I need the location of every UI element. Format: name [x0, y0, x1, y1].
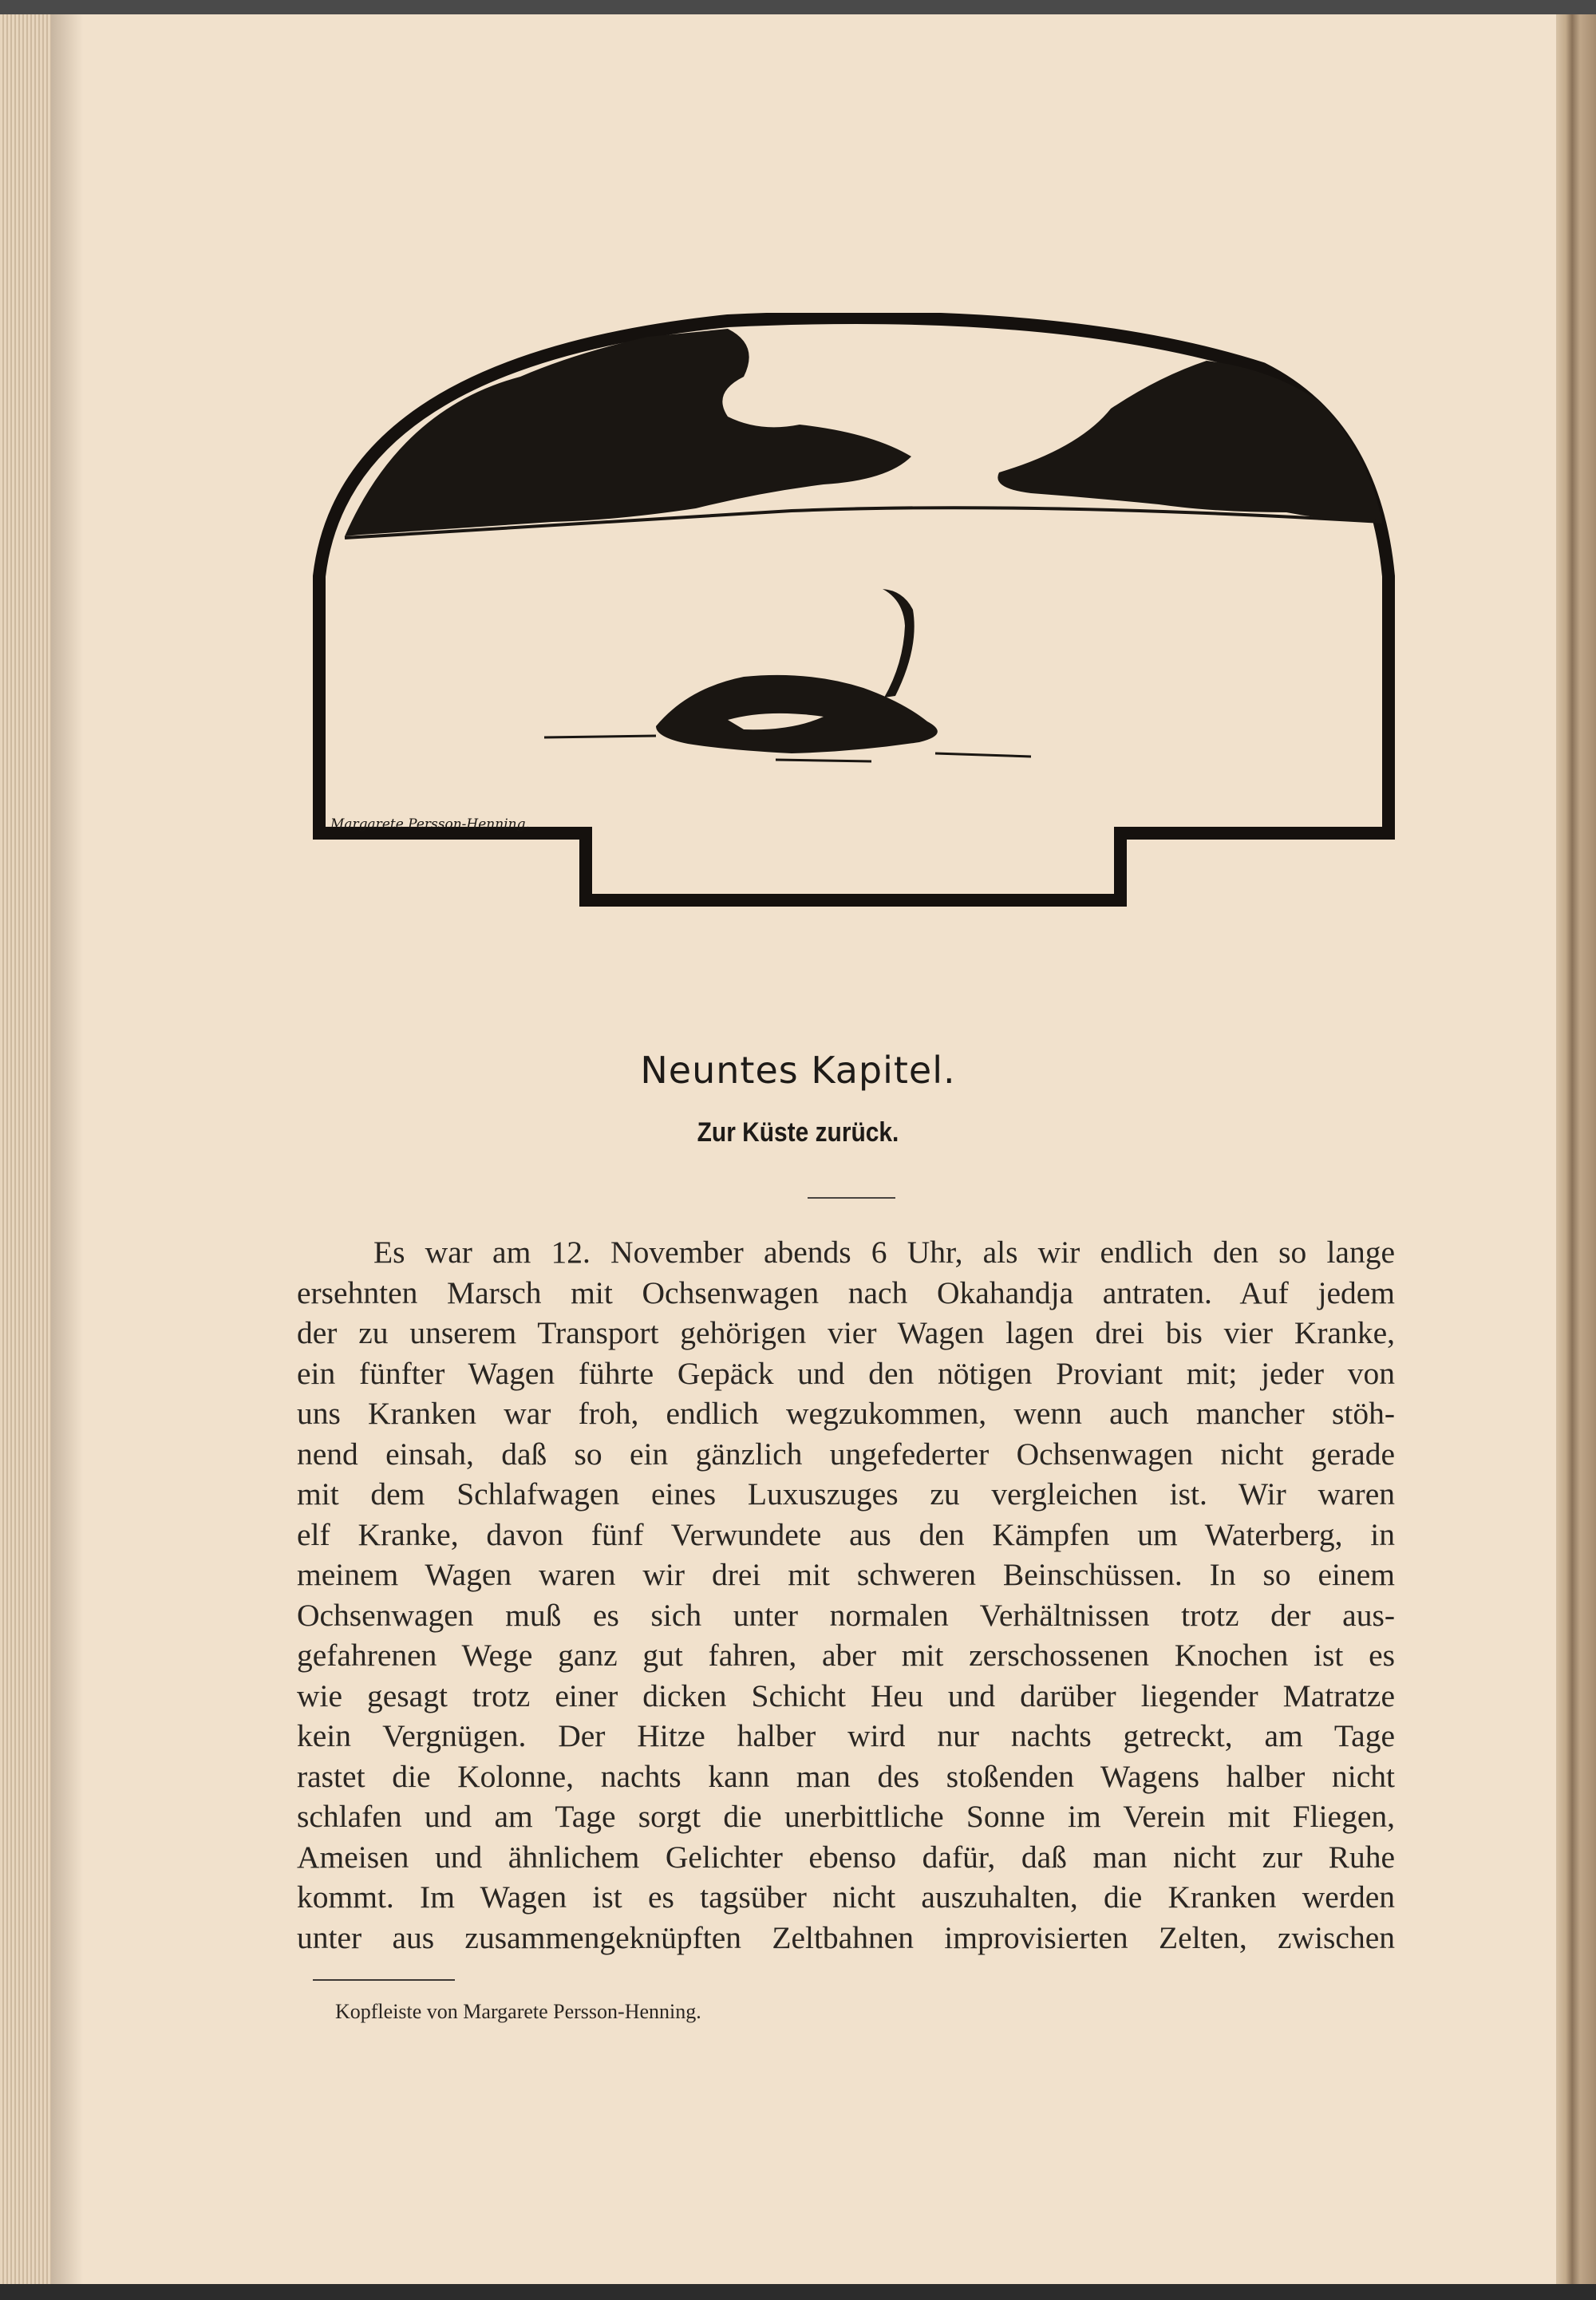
- body-line: wie gesagt trotz einer dicken Schicht Heu und darüber liegender Matratze: [297, 1678, 1395, 1713]
- body-line: mit dem Schlafwagen eines Luxuszuges zu vergleichen ist. Wir waren: [297, 1476, 1395, 1512]
- body-line: Es war am 12. November abends 6 Uhr, als wir endlich den so lange: [373, 1235, 1395, 1270]
- body-line: rastet die Kolonne, nachts kann man des stoßenden Wagens halber nicht: [297, 1758, 1395, 1794]
- body-line: kein Vergnügen. Der Hitze halber wird nur nachts getreckt, am Tage: [297, 1718, 1395, 1753]
- gutter-shadow: [51, 14, 83, 2284]
- chapter-subtitle: Zur Küste zurück.: [697, 1117, 899, 1148]
- body-line: nend einsah, daß so ein gänzlich ungefederter Ochsenwagen nicht gerade: [297, 1436, 1395, 1472]
- horn-figure: [883, 589, 915, 698]
- body-line: Ochsenwagen muß es sich unter normalen Verhältnissen trotz der aus-: [297, 1597, 1395, 1633]
- tree-silhouette-left: [345, 329, 911, 536]
- body-line: gefahrenen Wege ganz gut fahren, aber mit zerschossenen Knochen ist es: [297, 1638, 1395, 1673]
- body-line: Ameisen und ähnlichem Gelichter ebenso dafür, daß man nicht zur Ruhe: [297, 1839, 1395, 1875]
- title-divider: [808, 1197, 895, 1199]
- body-line: elf Kranke, davon fünf Verwundete aus den Kämpfen um Waterberg, in: [297, 1516, 1395, 1552]
- page-stack-edge: [0, 14, 51, 2284]
- body-line: unter aus zusammengeknüpften Zeltbahnen improvisierten Zelten, zwischen: [297, 1919, 1395, 1955]
- tree-silhouette-right: [998, 361, 1382, 520]
- body-line: ein fünfter Wagen führte Gepäck und den nötigen Proviant mit; jeder von: [297, 1355, 1395, 1391]
- body-line: meinem Wagen waren wir drei mit schweren Beinschüssen. In so einem: [297, 1557, 1395, 1592]
- footnote: Kopfleiste von Margarete Persson-Henning.: [335, 2000, 701, 2023]
- binding-edge: [1556, 14, 1596, 2284]
- body-line: ersehnten Marsch mit Ochsenwagen nach Okahandja antraten. Auf jedem: [297, 1274, 1395, 1310]
- page-bottom-edge: [0, 2284, 1596, 2300]
- body-text: [297, 1232, 1395, 1958]
- body-line: kommt. Im Wagen ist es tagsüber nicht auszuhalten, die Kranken werden: [297, 1879, 1395, 1915]
- page-top-edge: [0, 0, 1596, 14]
- chapter-title: Neuntes Kapitel.: [640, 1049, 956, 1092]
- chapter-headpiece-illustration: [313, 313, 1396, 910]
- footnote-divider: [313, 1979, 455, 1981]
- headpiece-svg: [313, 313, 1396, 910]
- body-line: uns Kranken war froh, endlich wegzukommen, wenn auch mancher stöh-: [297, 1396, 1395, 1431]
- body-line: der zu unserem Transport gehörigen vier Wagen lagen drei bis vier Kranke,: [297, 1315, 1395, 1350]
- artist-signature: Margarete Persson-Henning.: [330, 816, 530, 832]
- body-line: schlafen und am Tage sorgt die unerbittliche Sonne im Verein mit Fliegen,: [297, 1799, 1395, 1834]
